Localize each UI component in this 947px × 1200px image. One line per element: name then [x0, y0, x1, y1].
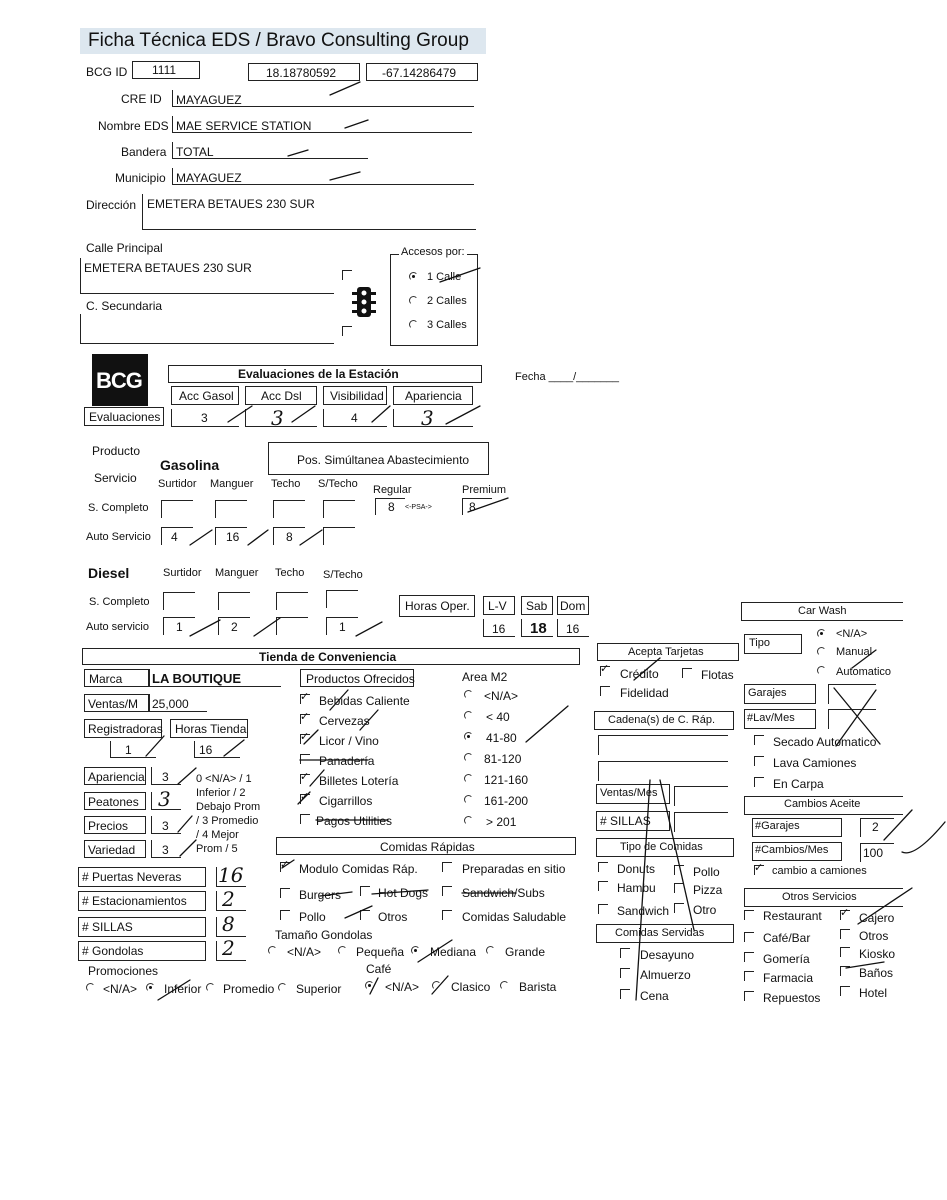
comida-label-7: Otros [378, 910, 408, 924]
municipio-value: MAYAGUEZ [176, 171, 242, 185]
bcg-id-label: BCG ID [86, 65, 128, 79]
comida-label-4: Hot Dogs [378, 886, 429, 900]
accesos-radio-2[interactable] [409, 296, 418, 305]
area-title: Area M2 [462, 670, 508, 684]
area-option-3: 41-80 [486, 731, 517, 745]
comida-checkbox-5[interactable] [442, 886, 452, 896]
otros-checkbox-1[interactable] [744, 910, 754, 920]
gas-auto-techo-value: 8 [286, 530, 293, 544]
horas-lv-label: L-V [488, 599, 507, 613]
calle-secundaria-label: C. Secundaria [86, 299, 163, 313]
sillas-label: # SILLAS [82, 920, 133, 934]
comidas-title: Comidas Rápidas [380, 840, 475, 854]
eval-apariencia-value: 3 [421, 406, 434, 430]
horas-sab-value: 18 [530, 620, 547, 637]
otros-checkbox-7[interactable] [744, 971, 754, 981]
servida-checkbox-1[interactable] [620, 948, 630, 958]
fecha-label: Fecha ____/_______ [515, 371, 619, 383]
aceite-cambios-value: 100 [863, 846, 884, 860]
eval-visibilidad-value: 4 [351, 411, 358, 425]
comida-checkbox-6[interactable] [280, 910, 290, 920]
eval-col-apariencia-label: Apariencia [405, 389, 462, 403]
carwash-opt-label-3: En Carpa [773, 777, 824, 791]
marca-value: LA BOUTIQUE [152, 671, 242, 686]
gasolina-title: Gasolina [160, 457, 220, 473]
eval-col-visibilidad-label: Visibilidad [330, 389, 384, 403]
regular-value: 8 [388, 500, 395, 514]
direccion-label: Dirección [86, 198, 137, 212]
tipo-label-2: Pollo [693, 865, 720, 879]
cafe-radio-2[interactable] [432, 981, 441, 990]
calle-secundaria-checkbox[interactable] [342, 326, 352, 336]
calle-principal-value: EMETERA BETAUES 230 SUR [84, 261, 252, 275]
carwash-opt-checkbox-1[interactable] [754, 735, 764, 745]
cadena-ventas-field[interactable] [674, 786, 728, 806]
accesos-option-3: 3 Calles [427, 319, 467, 331]
otros-label-3: Café/Bar [763, 931, 811, 945]
carwash-opt-label-2: Lava Camiones [773, 756, 857, 770]
carwash-radio-3[interactable] [817, 666, 826, 675]
peatones-value: 3 [158, 787, 171, 811]
servida-label-2: Almuerzo [640, 968, 691, 982]
gondola-radio-3[interactable] [411, 946, 420, 955]
producto-label-3: Licor / Vino [319, 734, 379, 748]
bandera-value: TOTAL [176, 145, 214, 159]
producto-check-3: ✓ [300, 731, 310, 743]
area-radio-2[interactable] [464, 711, 473, 720]
producto-check-6: ✓ [300, 791, 310, 803]
pos-simultanea-label: Pos. Simúltanea Abastecimiento [297, 453, 470, 467]
accesos-radio-3[interactable] [409, 320, 418, 329]
tipo-checkbox-1[interactable] [598, 862, 608, 872]
longitude-value: -67.14286479 [382, 66, 457, 80]
carwash-lavmes-label: #Lav/Mes [747, 712, 795, 724]
tarjeta-checkbox-2[interactable] [682, 668, 692, 678]
gondolas-value: 2 [222, 936, 235, 960]
estacionamientos-label: # Estacionamientos [82, 894, 187, 908]
ink-area [526, 706, 568, 742]
cre-id-value: MAYAGUEZ [176, 93, 242, 107]
horas-sab-label: Sab [526, 599, 548, 613]
puertas-value: 16 [218, 863, 244, 887]
cadena-sillas-field[interactable] [674, 812, 728, 832]
dsl-s-completo-techo[interactable] [276, 592, 308, 610]
producto-label-1: Bebidas Caliente [319, 694, 410, 708]
gondola-radio-4[interactable] [486, 946, 495, 955]
cafe-option-3: Barista [519, 980, 557, 994]
peatones-label: Peatones [88, 795, 139, 809]
otros-title: Otros Servicios [782, 891, 857, 903]
otros-label-10: Hotel [859, 986, 888, 1000]
tarjeta-checkbox-3[interactable] [600, 686, 610, 696]
area-option-5: 121-160 [484, 773, 529, 787]
gondola-radio-2[interactable] [338, 946, 347, 955]
producto-check-1: ✓ [300, 691, 310, 703]
tipo-checkbox-5[interactable] [598, 904, 608, 914]
cadena-field-1[interactable] [598, 735, 728, 755]
comida-label-5: Sandwich/Subs [462, 886, 545, 900]
otros-label-4: Otros [859, 929, 889, 943]
promo-option-3: Promedio [223, 982, 275, 996]
comida-checkbox-4[interactable] [360, 886, 370, 896]
evaluaciones-label: Evaluaciones [89, 410, 161, 424]
promo-radio-1[interactable] [86, 983, 95, 992]
tipo-comidas-title: Tipo de Comidas [620, 841, 703, 853]
horas-tienda-value: 16 [199, 743, 213, 757]
area-radio-3[interactable] [464, 732, 473, 741]
comida-label-8: Comidas Saludable [462, 910, 567, 924]
calle-principal-checkbox[interactable] [342, 270, 352, 280]
otros-label-7: Farmacia [763, 971, 814, 985]
cafe-title: Café [366, 962, 392, 976]
gas-col-techo: Techo [271, 478, 301, 490]
gas-col-surtidor: Surtidor [158, 478, 197, 490]
carwash-lavmes-field[interactable] [828, 709, 876, 729]
scale-line-3: Debajo Prom [196, 801, 261, 813]
carwash-option-3: Automatico [836, 666, 892, 678]
area-option-7: > 201 [486, 815, 517, 829]
carwash-option-2: Manual [836, 646, 873, 658]
marca-label: Marca [89, 672, 123, 686]
gas-col-manguer: Manguer [210, 478, 254, 490]
tipo-label-5: Sandwich [617, 904, 670, 918]
gas-s-completo-surtidor[interactable] [161, 500, 193, 518]
otros-label-9: Repuestos [763, 991, 821, 1005]
carwash-garajes-field[interactable] [828, 684, 876, 704]
aceite-title: Cambios Aceite [784, 798, 861, 810]
promo-radio-4[interactable] [278, 983, 287, 992]
bandera-label: Bandera [121, 145, 167, 159]
area-radio-7[interactable] [464, 816, 473, 825]
variedad-label: Variedad [88, 843, 136, 857]
comida-checkbox-2[interactable] [442, 862, 452, 872]
bcg-id-value: 1111 [152, 63, 177, 77]
ventas-value: 25,000 [152, 697, 189, 711]
direccion-value: EMETERA BETAUES 230 SUR [147, 197, 315, 211]
dsl-col-surtidor: Surtidor [163, 567, 202, 579]
eval-col-acc-gasol-label: Acc Gasol [179, 389, 234, 403]
comida-checkbox-3[interactable] [280, 888, 290, 898]
comida-checkbox-7[interactable] [360, 910, 370, 920]
scale-line-1: 0 <N/A> / 1 [196, 773, 252, 785]
area-option-6: 161-200 [484, 794, 529, 808]
tarjeta-label-2: Flotas [701, 668, 734, 682]
carwash-radio-1[interactable] [817, 629, 826, 638]
eval-acc-gasol-value: 3 [201, 411, 208, 425]
accesos-label: Accesos por: [401, 246, 465, 258]
dsl-auto-manguer-value: 2 [231, 620, 238, 634]
servida-checkbox-2[interactable] [620, 968, 630, 978]
precios-value: 3 [162, 819, 169, 833]
sillas-value: 8 [222, 912, 235, 936]
servida-checkbox-3[interactable] [620, 989, 630, 999]
carwash-title: Car Wash [798, 605, 847, 617]
dsl-auto-surtidor-value: 1 [176, 620, 183, 634]
registradoras-field[interactable] [110, 741, 156, 758]
otros-checkbox-8[interactable] [840, 966, 850, 976]
cadena-title: Cadena(s) de C. Ráp. [608, 714, 715, 726]
dsl-s-completo-stecho[interactable] [326, 590, 358, 608]
ink-variedad [180, 840, 196, 856]
bcg-logo-text: BCG [96, 368, 142, 393]
psa-note: <-PSA-> [405, 504, 432, 511]
gas-auto-label: Auto Servicio [86, 531, 151, 543]
promociones-title: Promociones [88, 964, 159, 978]
gondolas-label: # Gondolas [82, 944, 144, 958]
aceite-camiones-check: ✓ [754, 862, 764, 874]
comida-check-1: ✓ [280, 859, 290, 871]
cre-id-label: CRE ID [121, 92, 162, 106]
tarjetas-title: Acepta Tarjetas [628, 646, 704, 658]
otros-check-2: ✓ [840, 907, 850, 919]
scale-line-4: / 3 Promedio [196, 815, 259, 827]
tipo-checkbox-3[interactable] [598, 881, 608, 891]
dsl-s-completo-surtidor[interactable] [163, 592, 195, 610]
dsl-col-techo: Techo [275, 567, 305, 579]
horas-tienda-label: Horas Tienda [175, 722, 247, 736]
comida-label-3: Burgers [299, 888, 342, 902]
comida-label-2: Preparadas en sitio [462, 862, 566, 876]
latitude-value: 18.18780592 [266, 66, 337, 80]
gas-col-stecho: S/Techo [318, 478, 358, 490]
tipo-label-4: Pizza [693, 883, 723, 897]
producto-label-5: Billetes Lotería [319, 774, 399, 788]
ink-aceite-2 [902, 822, 945, 853]
variedad-value: 3 [162, 843, 169, 857]
dsl-auto-label: Auto servicio [86, 621, 149, 633]
cafe-radio-1[interactable] [365, 981, 374, 990]
gondola-option-2: Pequeña [356, 945, 405, 959]
accesos-option-1: 1 Calle [427, 271, 462, 283]
promo-radio-3[interactable] [206, 983, 215, 992]
comida-label-6: Pollo [299, 910, 326, 924]
tipo-checkbox-4[interactable] [674, 883, 684, 893]
premium-value: 8 [469, 500, 476, 514]
otros-checkbox-5[interactable] [744, 952, 754, 962]
scale-line-2: Inferior / 2 [196, 787, 246, 799]
gondola-option-1: <N/A> [287, 945, 322, 959]
nombre-value: MAE SERVICE STATION [176, 119, 312, 133]
comida-checkbox-8[interactable] [442, 910, 452, 920]
tarjeta-check-1: ✓ [600, 663, 610, 675]
apariencia-label: Apariencia [88, 770, 145, 784]
tarjeta-label-3: Fidelidad [620, 686, 669, 700]
precios-label: Precios [88, 819, 129, 833]
cafe-option-2: Clasico [451, 980, 491, 994]
dsl-col-manguer: Manguer [215, 567, 259, 579]
accesos-radio-1[interactable] [409, 272, 418, 281]
gas-s-completo-techo[interactable] [273, 500, 305, 518]
dsl-auto-stecho-value: 1 [339, 620, 346, 634]
dsl-auto-techo[interactable] [276, 617, 308, 635]
aceite-garajes-label: #Garajes [755, 820, 800, 832]
producto-checkbox-4[interactable] [300, 754, 310, 764]
apariencia-value: 3 [162, 770, 169, 784]
otros-checkbox-4[interactable] [840, 929, 850, 939]
gas-auto-manguer-value: 16 [226, 530, 240, 544]
carwash-tipo-label: Tipo [749, 637, 770, 649]
gondolas-size-title: Tamaño Gondolas [275, 928, 373, 942]
diesel-title: Diesel [88, 565, 130, 581]
producto-label-7: Pagos Utilities [316, 814, 393, 828]
nombre-label: Nombre EDS [98, 119, 169, 133]
producto-label-4: Panadería [319, 754, 375, 768]
ventas-label: Ventas/M [88, 697, 139, 711]
tipo-label-3: Hambu [617, 881, 656, 895]
area-option-4: 81-120 [484, 752, 522, 766]
area-radio-1[interactable] [464, 690, 473, 699]
carwash-option-1: <N/A> [836, 628, 868, 640]
eval-acc-dsl-value: 3 [271, 406, 284, 430]
servicio-label: Servicio [94, 471, 137, 485]
tienda-title: Tienda de Conveniencia [259, 650, 397, 664]
tipo-checkbox-6[interactable] [674, 903, 684, 913]
calle-principal-label: Calle Principal [86, 241, 163, 255]
registradoras-label: Registradoras [88, 722, 163, 736]
otros-checkbox-3[interactable] [744, 932, 754, 942]
estacionamientos-value: 2 [222, 887, 235, 911]
puertas-label: # Puertas Neveras [82, 870, 182, 884]
producto-label-6: Cigarrillos [319, 794, 373, 808]
cafe-radio-3[interactable] [500, 981, 509, 990]
dsl-s-completo-manguer[interactable] [218, 592, 250, 610]
calle-secundaria-field[interactable] [80, 314, 334, 344]
otros-checkbox-6[interactable] [840, 947, 850, 957]
area-radio-6[interactable] [464, 795, 473, 804]
scale-line-5: / 4 Mejor [196, 829, 239, 841]
aceite-camiones-label: cambio a camiones [772, 865, 867, 877]
eval-col-acc-dsl-label: Acc Dsl [261, 389, 302, 403]
cadena-field-2[interactable] [598, 761, 728, 781]
page-title: Ficha Técnica EDS / Bravo Consulting Group [88, 30, 469, 51]
dsl-col-stecho: S/Techo [323, 569, 363, 581]
otros-label-1: Restaurant [763, 909, 822, 923]
gas-s-completo-stecho[interactable] [323, 500, 355, 518]
cadena-ventas-label: Ventas/Mes [600, 787, 658, 799]
otros-label-2: Cajero [859, 911, 895, 925]
carwash-opt-checkbox-3[interactable] [754, 777, 764, 787]
carwash-garajes-label: Garajes [748, 687, 787, 699]
premium-label: Premium [462, 484, 507, 496]
area-option-1: <N/A> [484, 689, 519, 703]
otros-checkbox-9[interactable] [744, 991, 754, 1001]
servida-label-3: Cena [640, 989, 669, 1003]
promo-option-4: Superior [296, 982, 342, 996]
tipo-label-6: Otro [693, 903, 717, 917]
promo-option-1: <N/A> [103, 982, 138, 996]
tipo-checkbox-2[interactable] [674, 865, 684, 875]
ink-dsl-3 [356, 622, 382, 636]
gas-auto-stecho[interactable] [323, 527, 355, 545]
municipio-label: Municipio [115, 171, 166, 185]
registradoras-value: 1 [125, 743, 132, 757]
premium-field[interactable] [462, 498, 492, 515]
carwash-opt-label-1: Secado Automatico [773, 735, 877, 749]
gondola-option-4: Grande [505, 945, 546, 959]
gas-s-completo-label: S. Completo [88, 502, 149, 514]
horas-dom-value: 16 [566, 622, 580, 636]
promo-option-2: Inferior [164, 982, 202, 996]
otros-label-6: Kiosko [859, 947, 896, 961]
comida-label-1: Modulo Comidas Ráp. [299, 862, 418, 876]
accesos-option-2: 2 Calles [427, 295, 467, 307]
evaluaciones-title: Evaluaciones de la Estación [238, 367, 399, 381]
producto-label: Producto [92, 444, 141, 458]
ink-gas-1 [190, 530, 212, 545]
scale-line-6: Prom / 5 [196, 843, 238, 855]
tipo-label-1: Donuts [617, 862, 656, 876]
cafe-option-1: <N/A> [385, 980, 420, 994]
otros-label-5: Gomería [763, 952, 810, 966]
carwash-radio-2[interactable] [817, 647, 826, 656]
otros-label-8: Baños [859, 966, 894, 980]
cadena-sillas-label: # SILLAS [600, 814, 651, 828]
servidas-title: Comidas Servidas [615, 927, 705, 939]
gas-s-completo-manguer[interactable] [215, 500, 247, 518]
tarjeta-label-1: Crédito [620, 667, 659, 681]
otros-checkbox-10[interactable] [840, 986, 850, 996]
carwash-opt-checkbox-2[interactable] [754, 756, 764, 766]
producto-label-2: Cervezas [319, 714, 370, 728]
horas-oper-label: Horas Oper. [405, 599, 470, 613]
aceite-cambios-label: #Cambios/Mes [755, 844, 829, 856]
area-radio-4[interactable] [464, 753, 473, 762]
regular-label: Regular [373, 484, 412, 496]
producto-checkbox-7[interactable] [300, 814, 310, 824]
dsl-s-completo-label: S. Completo [89, 596, 150, 608]
gas-auto-surtidor-value: 4 [171, 530, 178, 544]
producto-check-5: ✓ [300, 771, 310, 783]
horas-lv-value: 16 [492, 622, 506, 636]
ink-gas-2 [248, 530, 268, 545]
horas-dom-label: Dom [560, 599, 586, 613]
traffic-light-icon [350, 286, 378, 318]
gondola-radio-1[interactable] [268, 946, 277, 955]
area-radio-5[interactable] [464, 774, 473, 783]
producto-check-2: ✓ [300, 711, 310, 723]
servida-label-1: Desayuno [640, 948, 695, 962]
gondola-option-3: Mediana [430, 945, 477, 959]
productos-title: Productos Ofrecidos [306, 672, 415, 686]
area-option-2: < 40 [486, 710, 510, 724]
promo-radio-2[interactable] [146, 983, 155, 992]
aceite-garajes-value: 2 [872, 820, 879, 834]
